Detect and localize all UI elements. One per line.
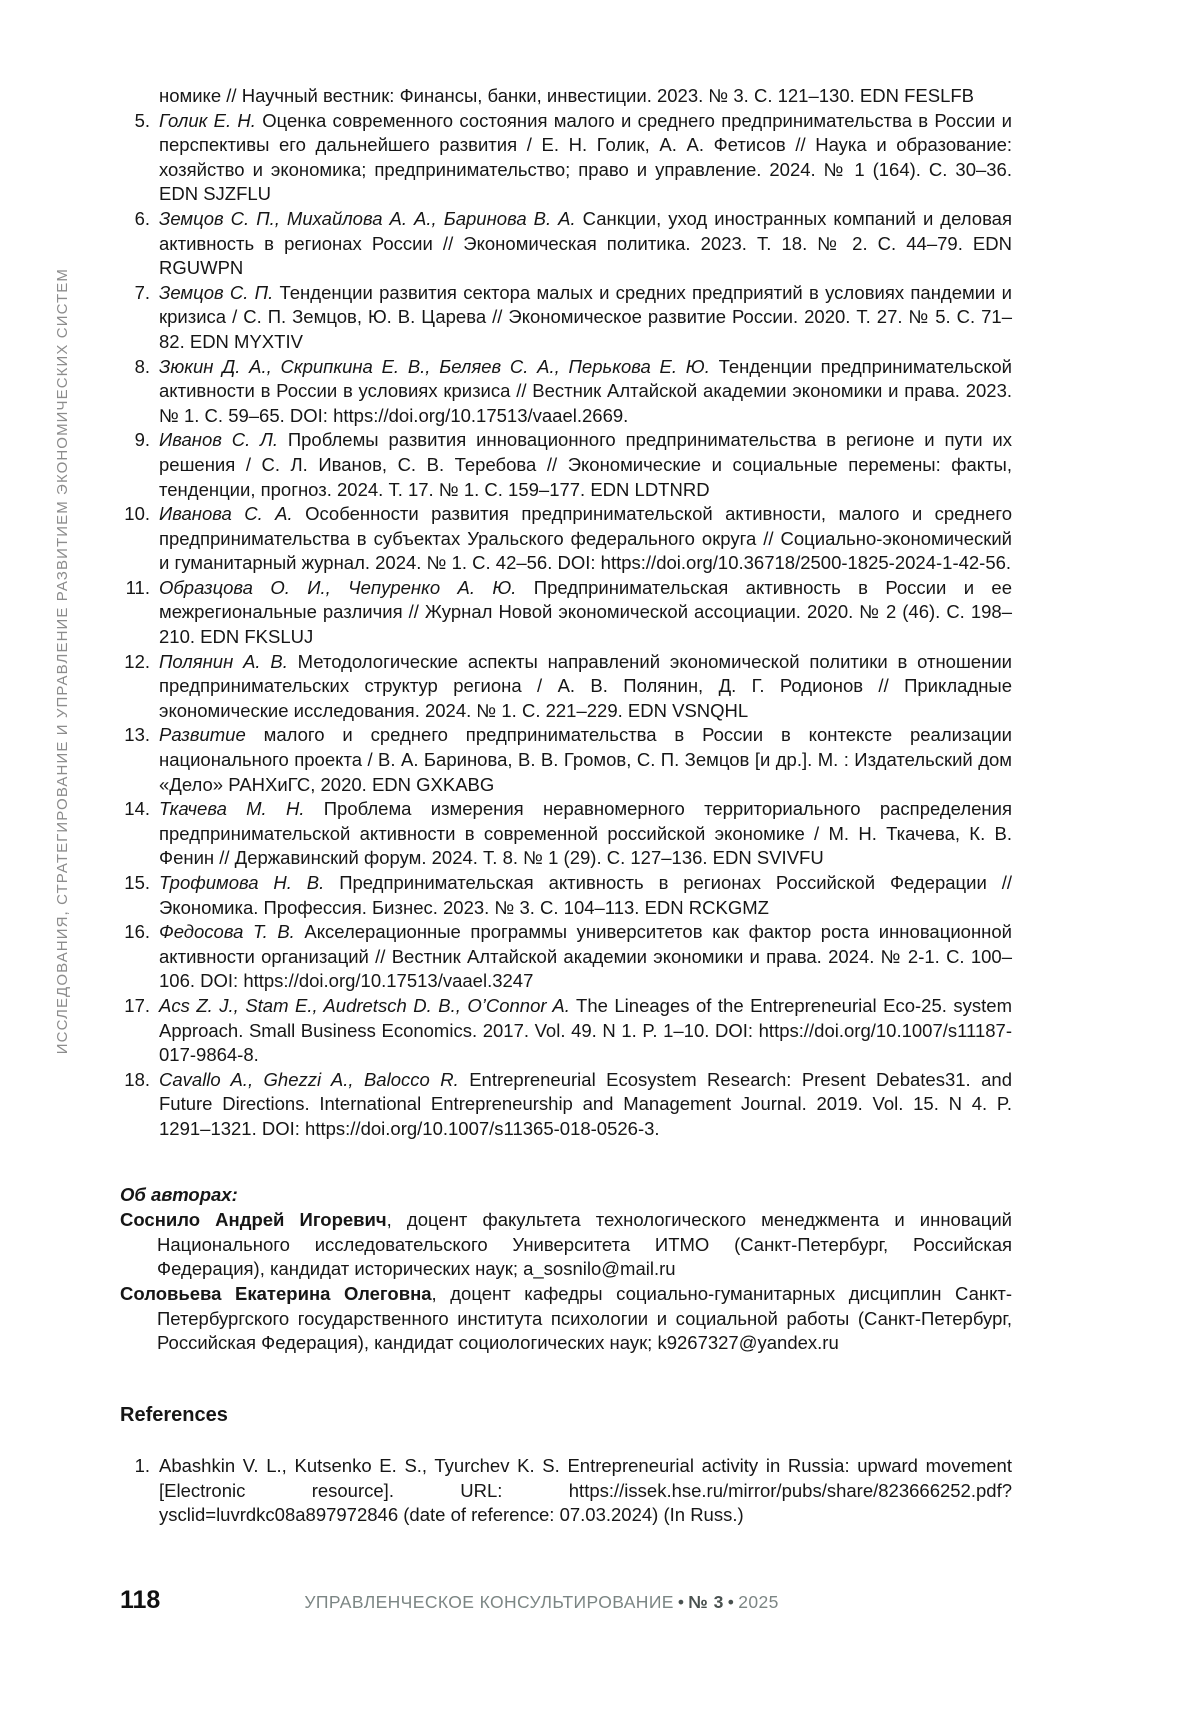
reference-rest: Методологические аспекты направлений экономической политики в отношении предпринимательских структур региона / А. В. Полянин, Д. Г. Родионов // Прикладные экономические исследования. 2024. № 1. С. 221–229. EDN VSNQHL bbox=[159, 650, 1012, 721]
author-bio bbox=[120, 1208, 1012, 1282]
reference-number: 1. bbox=[134, 1455, 150, 1477]
reference-item-15 bbox=[120, 871, 1012, 920]
reference-number: 5. bbox=[134, 109, 150, 131]
journal-issue: № 3 bbox=[688, 1592, 724, 1612]
reference-number: 11. bbox=[125, 576, 150, 598]
reference-rest: The Lineages of the Entrepreneurial Eco-25. system Approach. Small Business Economics. 2017. Vol. 49. N 1. P. 1–10. DOI: https://doi.org/10.1007/s11187-017-9864-8. bbox=[159, 994, 1012, 1066]
reference-item-18 bbox=[120, 1068, 1012, 1142]
reference-text bbox=[159, 994, 1012, 1068]
about-authors-heading: Об авторах: bbox=[120, 1183, 238, 1205]
reference-item-6 bbox=[120, 207, 1012, 281]
journal-running-title bbox=[304, 1592, 778, 1613]
reference-item-8 bbox=[120, 355, 1012, 429]
reference-number: 13. bbox=[124, 724, 150, 746]
reference-item-16 bbox=[120, 920, 1012, 994]
reference-authors: Зюкин Д. А., Скрипкина Е. В., Беляев С. А., Перькова Е. Ю. bbox=[159, 355, 710, 377]
author-name: Соловьева Екатерина Олеговна bbox=[120, 1282, 432, 1304]
reference-authors: Земцов С. П. bbox=[159, 281, 274, 303]
english-reference-list bbox=[120, 1454, 1012, 1528]
reference-item-10 bbox=[120, 502, 1012, 576]
reference-authors: Иванов С. Л. bbox=[159, 429, 278, 451]
reference-text bbox=[159, 355, 1012, 429]
reference-number: 16. bbox=[124, 921, 150, 943]
reference-text bbox=[159, 576, 1012, 650]
reference-item-12 bbox=[120, 650, 1012, 724]
reference-authors: Полянин А. В. bbox=[159, 650, 288, 672]
reference-item-11 bbox=[120, 576, 1012, 650]
reference-text bbox=[159, 920, 1012, 994]
reference-authors: Федосова Т. В. bbox=[159, 921, 295, 943]
reference-rest: Проблемы развития инновационного предпринимательства в регионе и пути их решения / С. Л. Иванов, С. В. Теребова // Экономические и социальные перемены: факты, тенденции, прогноз. 2024. Т. 17. № 1. С. 159–177. EDN LDTNRD bbox=[159, 429, 1012, 500]
reference-rest: Тенденции предпринимательской активности в России в условиях кризиса // Вестник Алтайской академии экономики и права. 2023. № 1. С. 59–65. DOI: https://doi.org/10.17513/vaael.2669. bbox=[159, 355, 1012, 426]
reference-authors: Трофимова Н. В. bbox=[159, 872, 325, 893]
page-number: 118 bbox=[120, 1586, 161, 1614]
reference-authors: Cavallo A., Ghezzi A., Balocco R. bbox=[159, 1068, 459, 1090]
reference-number: 6. bbox=[134, 207, 150, 229]
russian-reference-list bbox=[120, 84, 1012, 1142]
reference-text bbox=[159, 1068, 1012, 1142]
reference-number: 15. bbox=[124, 872, 150, 893]
reference-authors: Иванова С. А. bbox=[159, 503, 293, 525]
reference-number: 8. bbox=[134, 355, 150, 377]
journal-year: 2025 bbox=[738, 1592, 779, 1612]
reference-item-14 bbox=[120, 797, 1012, 871]
journal-title: УПРАВЛЕНЧЕСКОЕ КОНСУЛЬТИРОВАНИЕ bbox=[304, 1592, 674, 1612]
reference-item-en-1 bbox=[120, 1454, 1012, 1528]
reference-text bbox=[159, 428, 1012, 502]
about-authors-section bbox=[120, 1183, 1012, 1356]
reference-item-4-continuation bbox=[120, 84, 1012, 109]
reference-rest: Предпринимательская активность в России и ее межрегиональные различия // Журнал Новой экономической ассоциации. 2020. № 2 (46). С. 198–210. EDN FKSLUJ bbox=[159, 576, 1013, 648]
reference-authors: Ткачева М. Н. bbox=[159, 798, 305, 820]
reference-rest: Особенности развития предпринимательской активности, малого и среднего предпринимательства в субъектах Уральского федерального округа // Социально-экономический и гуманитарный журнал. 2024. № 1. С. 42–56. DOI: https://doi.org/10.36718/2500-1825-2024-1-42-56. bbox=[159, 503, 1012, 574]
reference-item-7 bbox=[120, 281, 1012, 355]
author-details: , доцент факультета технологического менеджмента и инноваций Национального исследовательского Университета ИТМО (Санкт-Петербург, Российская Федерация), кандидат исторических наук; a_sosnilo@mail.ru bbox=[157, 1209, 1012, 1280]
reference-rest: Оценка современного состояния малого и среднего предпринимательства в России и перспективы его дальнейшего развития / Е. Н. Голик, А. А. Фетисов // Наука и образование: хозяйство и экономика; предпринимательство; право и управление. 2024. № 1 (164). С. 30–36. EDN SJZFLU bbox=[159, 109, 1013, 205]
reference-text bbox=[159, 723, 1012, 797]
reference-number bbox=[120, 84, 150, 109]
reference-number: 18. bbox=[124, 1068, 150, 1090]
main-text-column bbox=[120, 84, 1012, 1528]
reference-number: 14. bbox=[124, 798, 150, 820]
reference-text bbox=[159, 502, 1012, 576]
reference-item-9 bbox=[120, 428, 1012, 502]
reference-text bbox=[159, 207, 1012, 281]
reference-item-17 bbox=[120, 994, 1012, 1068]
reference-authors: Развитие bbox=[159, 724, 246, 746]
reference-text: Abashkin V. L., Kutsenko E. S., Tyurchev K. S. Entrepreneurial activity in Russia: upward movement [Electronic resource]. URL: https://issek.hse.ru/mirror/pubs/share/823666252.pdf?ysclid=luvrdkc08a897972846 (date of reference: 07.03.2024) (In Russ.) bbox=[159, 1455, 1012, 1526]
reference-number: 9. bbox=[134, 429, 150, 451]
reference-text bbox=[159, 871, 1012, 920]
reference-text bbox=[159, 109, 1012, 207]
reference-item-13 bbox=[120, 723, 1012, 797]
author-name: Соснило Андрей Игоревич bbox=[120, 1209, 387, 1231]
page-footer bbox=[120, 1586, 1080, 1615]
reference-text bbox=[159, 797, 1012, 871]
author-bio bbox=[120, 1282, 1012, 1356]
reference-rest: Акселерационные программы университетов как фактор роста инновационной активности организаций // Вестник Алтайской академии экономики и права. 2024. № 2-1. С. 100–106. DOI: https://doi.org/10.17513/vaael.3247 bbox=[159, 921, 1013, 992]
reference-number: 7. bbox=[134, 281, 150, 303]
reference-number: 17. bbox=[124, 994, 150, 1016]
reference-number: 12. bbox=[124, 650, 150, 672]
rotated-section-title-text: ИССЛЕДОВАНИЯ, СТРАТЕГИРОВАНИЕ И УПРАВЛЕНИЕ РАЗВИТИЕМ ЭКОНОМИЧЕСКИХ СИСТЕМ bbox=[54, 267, 71, 1054]
footer-separator-dot: • bbox=[677, 1592, 685, 1612]
reference-text bbox=[159, 84, 1012, 109]
rotated-section-title bbox=[54, 268, 71, 1054]
reference-item-5 bbox=[120, 109, 1012, 207]
reference-rest: Проблема измерения неравномерного территориального распределения предпринимательской активности в современной российской экономике / М. Н. Ткачева, К. В. Фенин // Державинский форум. 2024. Т. 8. № 1 (29). С. 127–136. EDN SVIVFU bbox=[159, 798, 1012, 869]
reference-authors: Образцова О. И., Чепуренко А. Ю. bbox=[159, 576, 517, 598]
reference-authors: Земцов С. П., Михайлова А. А., Баринова В. А. bbox=[159, 207, 576, 229]
reference-rest: Entrepreneurial Ecosystem Research: Present Debates31. and Future Directions. International Entrepreneurship and Management Journal. 2019. Vol. 15. N 4. P. 1291–1321. DOI: https://doi.org/10.1007/s11365-018-0526-3. bbox=[159, 1068, 1012, 1139]
reference-authors: Голик Е. Н. bbox=[159, 109, 256, 131]
footer-separator-dot: • bbox=[727, 1592, 735, 1612]
reference-rest: Предпринимательская активность в регионах Российской Федерации // Экономика. Профессия. Бизнес. 2023. № 3. С. 104–113. EDN RCKGMZ bbox=[159, 872, 1012, 918]
reference-text bbox=[159, 281, 1012, 355]
author-details: , доцент кафедры социально-гуманитарных дисциплин Санкт-Петербургского государственного института психологии и социальной работы (Санкт-Петербург, Российская Федерация), кандидат социологических наук; k9267327@yandex.ru bbox=[157, 1282, 1013, 1354]
reference-authors: Acs Z. J., Stam E., Audretsch D. B., O’Connor A. bbox=[159, 994, 570, 1016]
reference-text bbox=[159, 650, 1012, 724]
reference-number: 10. bbox=[124, 503, 150, 525]
references-heading: References bbox=[120, 1403, 228, 1426]
reference-rest: Санкции, уход иностранных компаний и деловая активность в регионах России // Экономическая политика. 2023. Т. 18. № 2. С. 44–79. EDN RGUWPN bbox=[159, 207, 1012, 279]
reference-rest: номике // Научный вестник: Финансы, банки, инвестиции. 2023. № 3. С. 121–130. EDN FESLFB bbox=[159, 85, 975, 106]
reference-rest: Тенденции развития сектора малых и средних предприятий в условиях пандемии и кризиса / С. П. Земцов, Ю. В. Царева // Экономическое развитие России. 2020. Т. 27. № 5. С. 71–82. EDN MYXTIV bbox=[159, 281, 1012, 352]
reference-rest: малого и среднего предпринимательства в России в контексте реализации национального проекта / В. А. Баринова, В. В. Громов, С. П. Земцов [и др.]. М. : Издательский дом «Дело» РАНХиГС, 2020. EDN GXKABG bbox=[159, 724, 1012, 795]
